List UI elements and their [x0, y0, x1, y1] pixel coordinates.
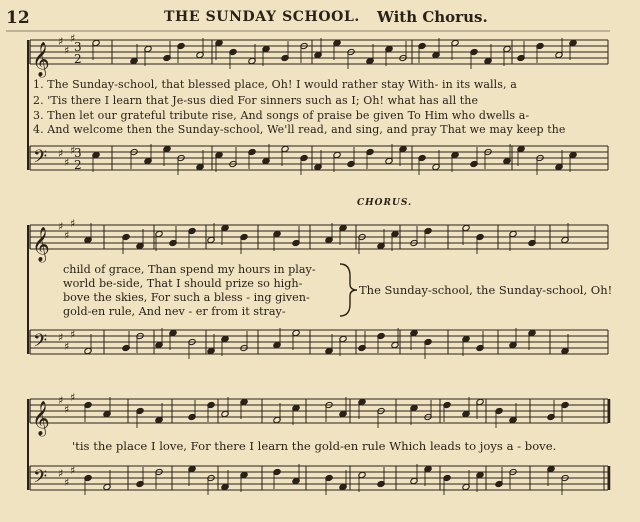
sharp-icon: ♯: [70, 32, 76, 45]
hymn-subtitle: With Chorus.: [377, 8, 488, 26]
chorus-heading: CHORUS.: [357, 198, 413, 208]
chorus-line-2: world be-side, That I should prize so high-: [63, 277, 303, 290]
verse-line-3: 3. Then let our grateful tribute rise, And songs of praise be given To Him who dwells a-: [33, 109, 530, 122]
sharp-icon: ♯: [64, 476, 70, 489]
chorus-line-1: child of grace, Than spend my hours in play-: [63, 263, 316, 276]
hymn-title: THE SUNDAY SCHOOL.: [164, 9, 360, 25]
lyric-brace: [338, 262, 360, 318]
sharp-icon: ♯: [58, 394, 64, 407]
sharp-icon: ♯: [58, 220, 64, 233]
bass-clef-icon: 𝄢: [33, 147, 48, 172]
final-lyric-line: 'tis the place I love, For there I learn the gold-en rule Which leads to joys a - bove.: [72, 439, 557, 453]
treble-clef-icon: 𝄞: [32, 42, 50, 77]
time-signature-top: 3: [74, 40, 82, 54]
treble-clef-icon: 𝄞: [32, 401, 50, 436]
sharp-icon: ♯: [58, 467, 64, 480]
time-signature-top: 3: [74, 146, 82, 160]
bass-clef-icon: 𝄢: [33, 331, 48, 356]
verse-line-1: 1. The Sunday-school, that blessed place, Oh! I would rather stay With- in its walls, a: [33, 78, 517, 91]
sharp-icon: ♯: [64, 44, 70, 57]
sharp-icon: ♯: [58, 147, 64, 160]
time-signature-bottom: 2: [74, 52, 82, 66]
sharp-icon: ♯: [64, 403, 70, 416]
page-number: 12: [6, 8, 30, 28]
sharp-icon: ♯: [70, 391, 76, 404]
sharp-icon: ♯: [70, 144, 76, 157]
time-signature-bottom: 2: [74, 158, 82, 172]
sharp-icon: ♯: [70, 464, 76, 477]
chorus-line-4: gold-en rule, And nev - er from it stray-: [63, 305, 286, 318]
sharp-icon: ♯: [64, 156, 70, 169]
chorus-refrain: The Sunday-school, the Sunday-school, Oh!: [359, 283, 613, 297]
verse-line-2: 2. 'Tis there I learn that Je-sus died For sinners such as I; Oh! what has all the: [33, 94, 479, 107]
bass-clef-icon: 𝄢: [33, 467, 48, 492]
sharp-icon: ♯: [58, 331, 64, 344]
sharp-icon: ♯: [70, 217, 76, 230]
sharp-icon: ♯: [70, 328, 76, 341]
chorus-line-3: bove the skies, For such a bless - ing given-: [63, 291, 310, 304]
treble-clef-icon: 𝄞: [32, 227, 50, 262]
sharp-icon: ♯: [64, 340, 70, 353]
sharp-icon: ♯: [58, 35, 64, 48]
sharp-icon: ♯: [64, 229, 70, 242]
verse-line-4: 4. And welcome then the Sunday-school, We'll read, and sing, and pray That we may keep the: [33, 123, 566, 136]
